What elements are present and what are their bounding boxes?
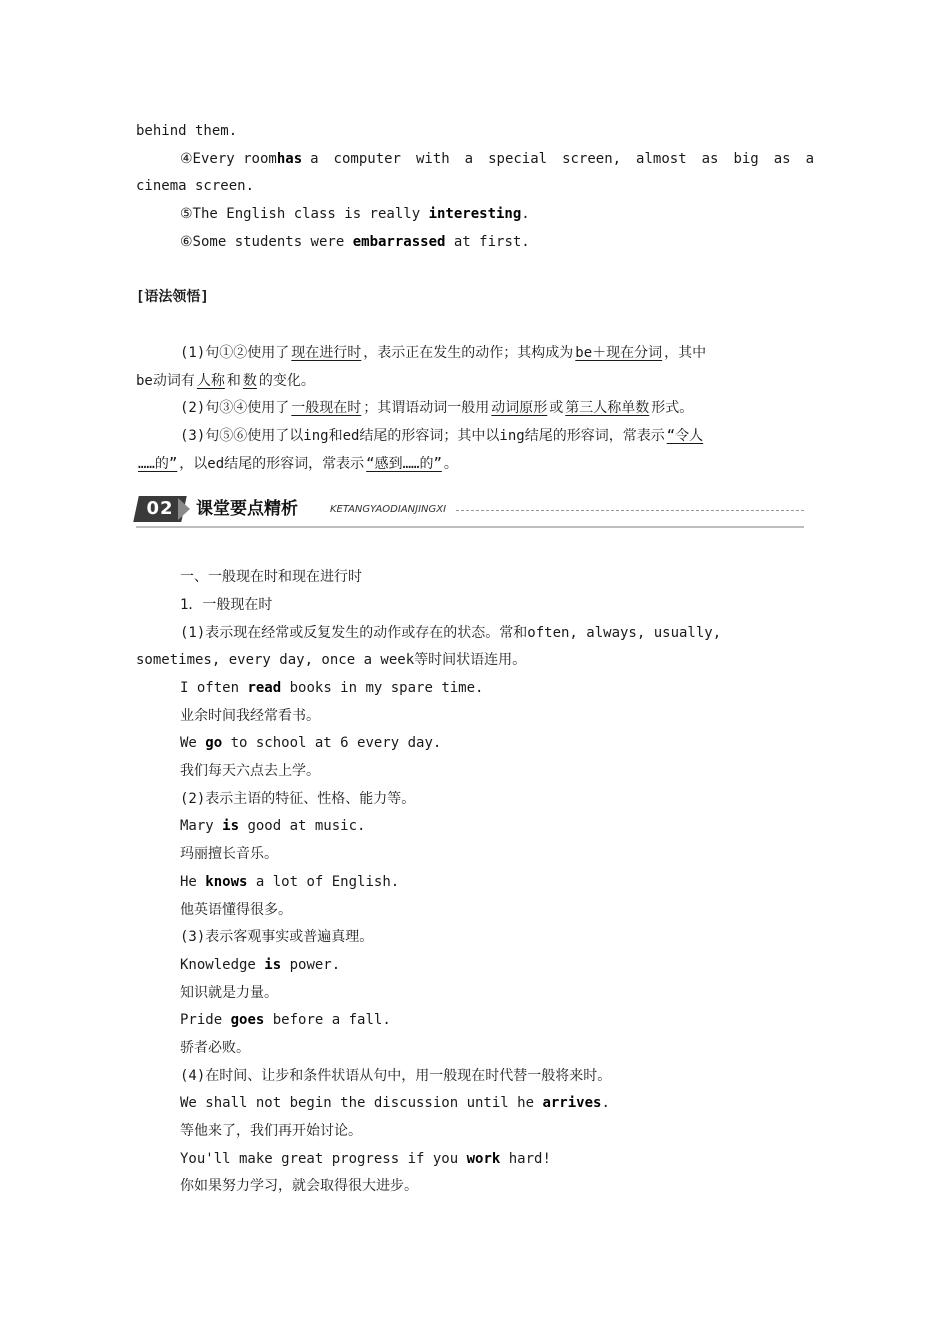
- rule-3-example-2-cn: 骄者必败。: [180, 1039, 250, 1056]
- rule-1-cont: sometimes, every day, once a week等时间状语连用。: [136, 652, 527, 669]
- rule-4-example-2: You'll make great progress if you work hard!: [180, 1150, 551, 1167]
- document-page: [136, 118, 814, 1201]
- arrow-icon: [178, 498, 190, 520]
- grammar-point-3: (3)句⑤⑥使用了以ing和ed结尾的形容词；其中以ing结尾的形容词，常表示 “令人: [180, 427, 704, 444]
- rule-4-example-1-cn: 等他来了，我们再开始讨论。: [180, 1123, 362, 1139]
- example-4: ④Every room has a computer with a special screen, almost as big as a: [136, 146, 814, 174]
- section-banner: [136, 496, 814, 528]
- rule-4: (4)在时间、让步和条件状语从句中，用一般现在时代替一般将来时。: [180, 1067, 612, 1084]
- rule-1-example-1: I often read books in my spare time.: [180, 680, 484, 696]
- rule-2-example-2-cn: 他英语懂得很多。: [180, 901, 292, 918]
- topic-title: 一、一般现在时和现在进行时: [180, 569, 362, 586]
- grammar-point-1: (1)句①②使用了 现在进行时 ，表示正在发生的动作；其构成为 be＋现在分词 ，其中: [180, 344, 707, 361]
- rule-1-example-1-cn: 业余时间我经常看书。: [180, 707, 320, 724]
- rule-2-example-2: He knows a lot of English.: [180, 873, 400, 890]
- rule-3-example-1: Knowledge is power.: [180, 956, 341, 973]
- grammar-point-3-cont: ……的” ，以ed结尾的形容词，常表示 “感到……的” 。: [138, 455, 458, 472]
- section-number-badge: 02: [133, 496, 187, 522]
- example-5: ⑤The English class is really interesting.: [180, 206, 530, 223]
- rule-3: (3)表示客观事实或普遍真理。: [180, 929, 374, 946]
- keyword-has: has: [276, 150, 303, 167]
- grammar-heading: [语法领悟]: [136, 289, 209, 306]
- dashed-divider: [456, 510, 804, 511]
- grammar-point-2: (2)句③④使用了 一般现在时 ；其谓语动词一般用 动词原形 或 第三人称单数 形式。: [180, 400, 694, 417]
- rule-3-example-2: Pride goes before a fall.: [180, 1012, 391, 1029]
- rule-2: (2)表示主语的特征、性格、能力等。: [180, 790, 416, 807]
- example-4-cont: cinema screen.: [136, 178, 255, 195]
- rule-2-example-1: Mary is good at music.: [180, 818, 366, 835]
- rule-1-example-2: We go to school at 6 every day.: [180, 735, 442, 752]
- rule-3-example-1-cn: 知识就是力量。: [180, 984, 278, 1001]
- section-pinyin: KETANGYAODIANJINGXI: [330, 504, 447, 516]
- example-6: ⑥Some students were embarrassed at first.: [180, 233, 530, 250]
- subtopic-title: 1．一般现在时: [180, 596, 273, 613]
- rule-4-example-2-cn: 你如果努力学习，就会取得很大进步。: [180, 1178, 418, 1195]
- rule-1-example-2-cn: 我们每天六点去上学。: [180, 763, 320, 780]
- keyword-embarrassed: embarrassed: [352, 233, 446, 250]
- rule-4-example-1: We shall not begin the discussion until he arrives.: [180, 1095, 610, 1112]
- grammar-point-1-cont: be动词有 人称 和 数 的变化。: [136, 372, 315, 389]
- keyword-interesting: interesting: [428, 206, 522, 223]
- rule-1: (1)表示现在经常或反复发生的动作或存在的状态。常和often, always, usually,: [180, 624, 722, 641]
- section-title: 课堂要点精析: [196, 499, 298, 520]
- banner-underline: [136, 526, 804, 528]
- example-3-tail: behind them.: [136, 123, 238, 139]
- rule-2-example-1-cn: 玛丽擅长音乐。: [180, 846, 278, 863]
